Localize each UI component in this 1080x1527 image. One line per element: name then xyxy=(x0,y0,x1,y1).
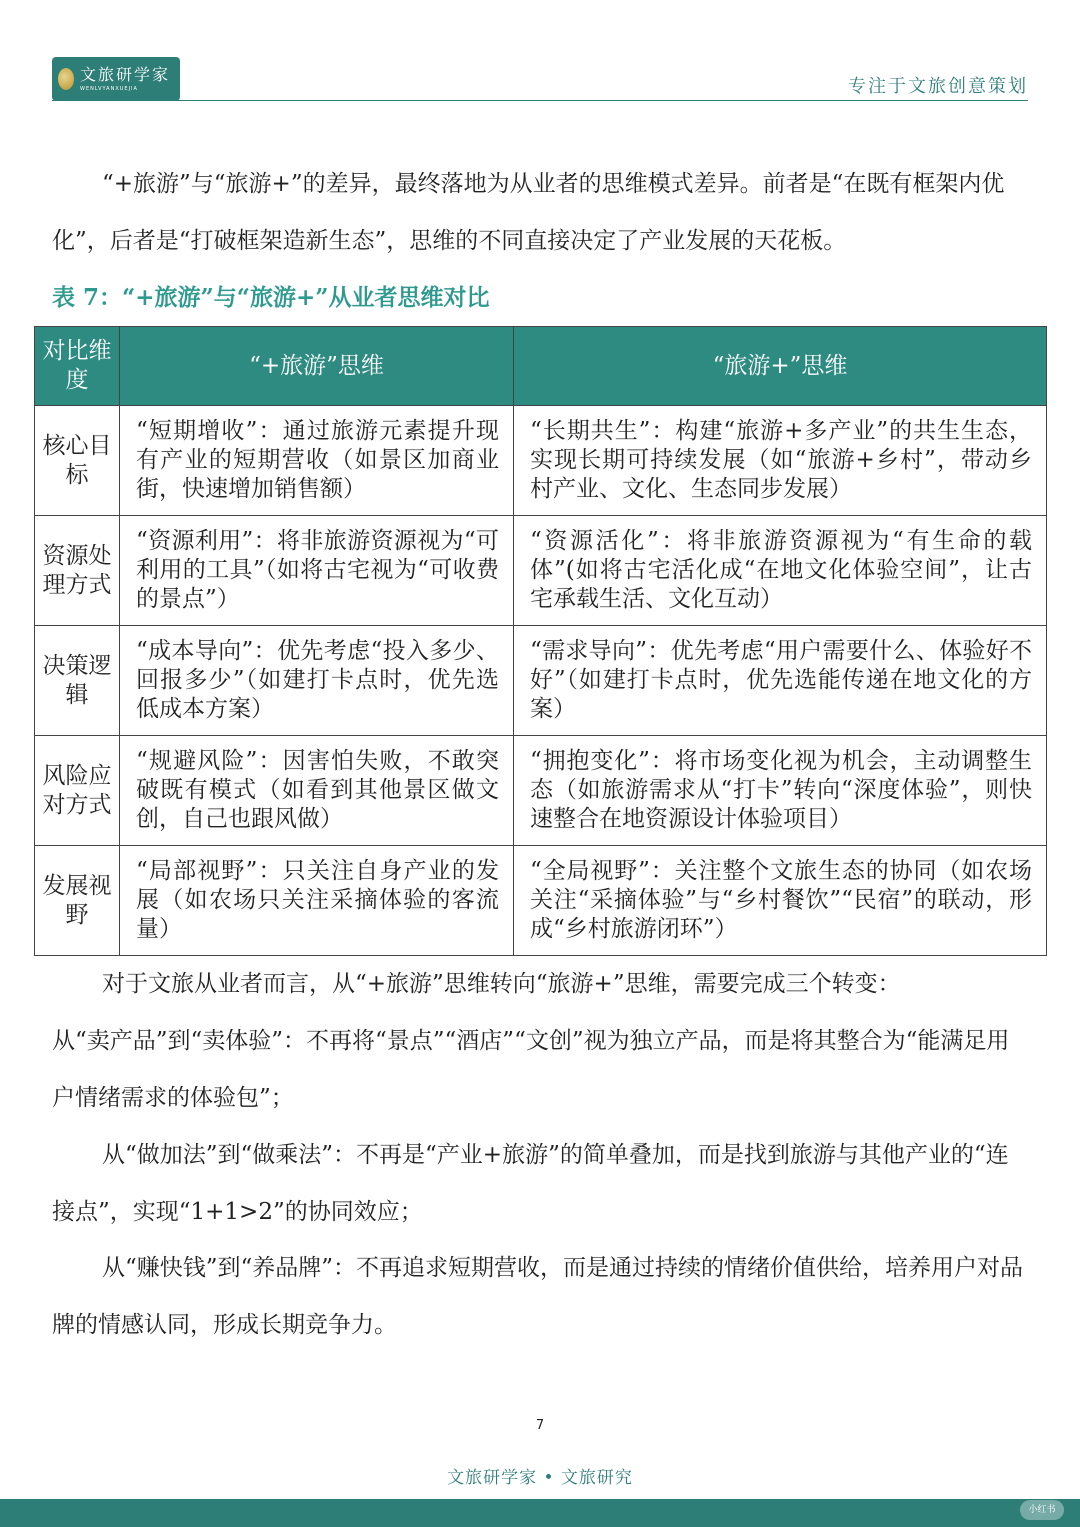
header-plus-tourism: “+旅游”思维 xyxy=(120,327,514,406)
row-dimension: 决策逻辑 xyxy=(35,626,120,736)
watermark-badge: 小红书 xyxy=(1020,1500,1064,1520)
row-dimension: 发展视野 xyxy=(35,846,120,956)
page-number: 7 xyxy=(535,1418,545,1433)
row-plus-tourism: “规避风险”：因害怕失败，不敢突破既有模式（如看到其他景区做文创，自己也跟风做） xyxy=(120,736,514,846)
table-caption: 表 7：“+旅游”与“旅游+”从业者思维对比 xyxy=(52,284,490,311)
table-row xyxy=(35,846,1047,956)
body-paragraph: 从“做加法”到“做乘法”：不再是“产业+旅游”的简单叠加，而是找到旅游与其他产业的“连接点”，实现“1+1>2”的协同效应； xyxy=(52,1142,1009,1225)
comparison-table xyxy=(34,326,1047,956)
intro-paragraph: “+旅游”与“旅游+”的差异，最终落地为从业者的思维模式差异。前者是“在既有框架内优化”，后者是“打破框架造新生态”，思维的不同直接决定了产业发展的天花板。 xyxy=(52,171,1005,254)
table-row xyxy=(35,516,1047,626)
row-dimension: 资源处理方式 xyxy=(35,516,120,626)
row-tourism-plus: “资源活化”：将非旅游资源视为“有生命的载体”(如将古宅活化成“在地文化体验空间”，让古宅承载生活、文化互动） xyxy=(514,516,1047,626)
row-tourism-plus: “拥抱变化”：将市场变化视为机会，主动调整生态（如旅游需求从“打卡”转向“深度体验”，则快速整合在地资源设计体验项目） xyxy=(514,736,1047,846)
table-row xyxy=(35,736,1047,846)
footer-text: 文旅研学家 • 文旅研究 xyxy=(447,1468,633,1488)
table-header-row xyxy=(35,327,1047,406)
header-tourism-plus: “旅游+”思维 xyxy=(514,327,1047,406)
footer-bar xyxy=(0,1499,1080,1527)
row-tourism-plus: “全局视野”：关注整个文旅生态的协同（如农场关注“采摘体验”与“乡村餐饮”“民宿”的联动，形成“乡村旅游闭环”） xyxy=(514,846,1047,956)
row-plus-tourism: “局部视野”：只关注自身产业的发展（如农场只关注采摘体验的客流量） xyxy=(120,846,514,956)
header-tagline: 专注于文旅创意策划 xyxy=(848,76,1028,97)
table-row xyxy=(35,626,1047,736)
table-row xyxy=(35,406,1047,516)
row-plus-tourism: “资源利用”：将非旅游资源视为“可利用的工具”（如将古宅视为“可收费的景点”） xyxy=(120,516,514,626)
logo-chinese-name: 文旅研学家 xyxy=(80,64,171,84)
row-tourism-plus: “需求导向”：优先考虑“用户需要什么、体验好不好”（如建打卡点时，优先选能传递在地文化的方案） xyxy=(514,626,1047,736)
row-plus-tourism: “短期增收”：通过旅游元素提升现有产业的短期营收（如景区加商业街，快速增加销售额） xyxy=(120,406,514,516)
body-paragraph: 从“卖产品”到“卖体验”：不再将“景点”“酒店”“文创”视为独立产品，而是将其整合为“能满足用户情绪需求的体验包”； xyxy=(52,1028,1010,1111)
logo-english-name: WENLVYANXUEJIA xyxy=(80,85,138,92)
body-paragraph: 对于文旅从业者而言，从“+旅游”思维转向“旅游+”思维，需要完成三个转变： xyxy=(102,971,901,997)
row-tourism-plus: “长期共生”：构建“旅游+多产业”的共生生态，实现长期可持续发展（如“旅游+乡村”，带动乡村产业、文化、生态同步发展） xyxy=(514,406,1047,516)
row-dimension: 核心目标 xyxy=(35,406,120,516)
row-plus-tourism: “成本导向”：优先考虑“投入多少、回报多少”（如建打卡点时，优先选低成本方案） xyxy=(120,626,514,736)
header-divider xyxy=(52,100,1028,101)
row-dimension: 风险应对方式 xyxy=(35,736,120,846)
header-dimension: 对比维度 xyxy=(35,327,120,406)
logo-text xyxy=(80,64,171,92)
leaf-emblem-icon xyxy=(58,68,74,90)
body-paragraph: 从“赚快钱”到“养品牌”：不再追求短期营收，而是通过持续的情绪价值供给，培养用户对品牌的情感认同，形成长期竞争力。 xyxy=(52,1255,1024,1338)
brand-logo xyxy=(52,57,180,101)
